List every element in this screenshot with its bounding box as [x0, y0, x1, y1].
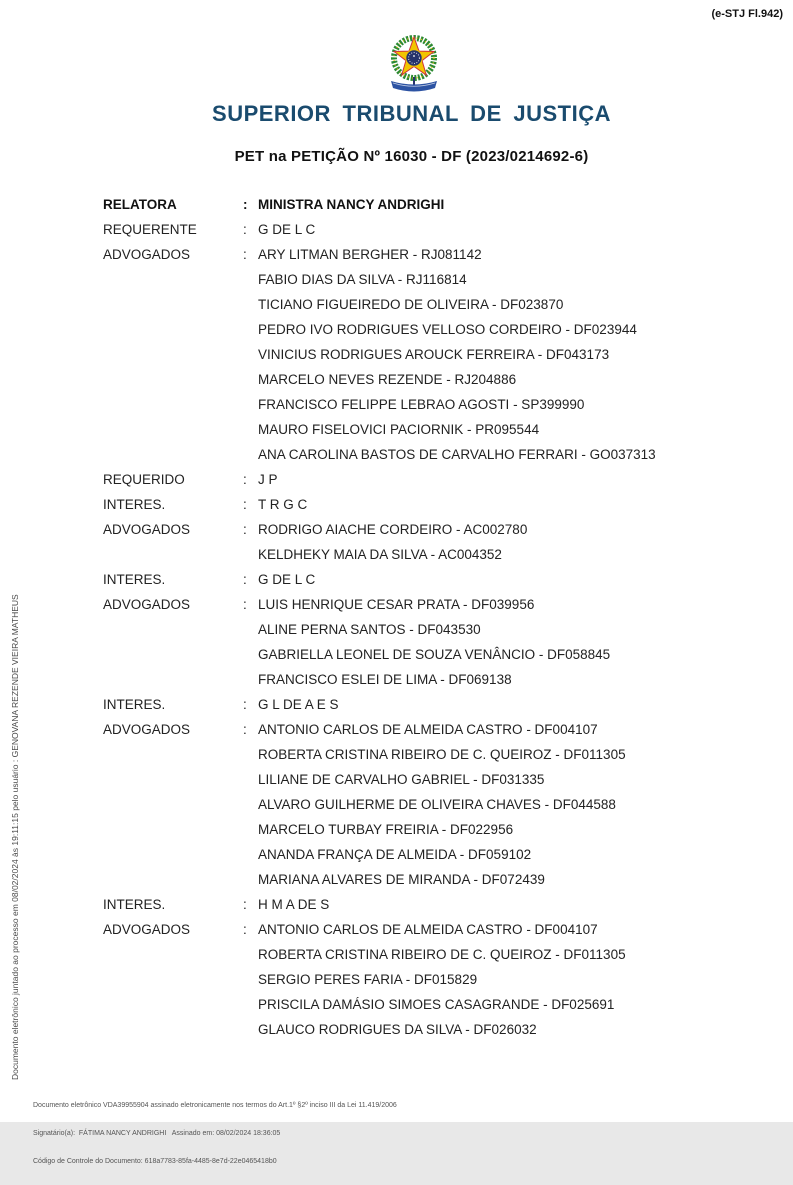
party-row: [103, 717, 763, 742]
party-row: [103, 1017, 763, 1042]
party-row: [103, 967, 763, 992]
party-row: [103, 792, 763, 817]
party-colon: [243, 267, 258, 292]
party-colon: [243, 742, 258, 767]
party-row: [103, 342, 763, 367]
party-colon: :: [243, 197, 248, 212]
party-row: [103, 442, 763, 467]
party-colon: [243, 992, 258, 1017]
party-colon: [243, 292, 258, 317]
party-value: SERGIO PERES FARIA - DF015829: [258, 972, 478, 987]
court-title: SUPERIOR TRIBUNAL DE JUSTIÇA: [212, 101, 611, 126]
party-label: [103, 867, 243, 892]
footer-line-1: Documento eletrônico VDA39955904 assinado eletronicamente nos termos do Art.1º §2º inciso III da Lei 11.419/2006: [33, 1102, 397, 1110]
party-label: [103, 342, 243, 367]
party-row: [103, 842, 763, 867]
party-value: PRISCILA DAMÁSIO SIMOES CASAGRANDE - DF025691: [258, 997, 615, 1012]
signature-footer: [33, 1083, 773, 1185]
party-row: [103, 592, 763, 617]
party-row: [103, 517, 763, 542]
party-value: ALINE PERNA SANTOS - DF043530: [258, 622, 481, 637]
party-colon: :: [243, 922, 247, 937]
party-label: [103, 292, 243, 317]
party-colon: [243, 617, 258, 642]
party-row: [103, 542, 763, 567]
party-value: ARY LITMAN BERGHER - RJ081142: [258, 247, 482, 262]
party-colon: :: [243, 597, 247, 612]
party-value: G DE L C: [258, 572, 316, 587]
footer-line-2: Signatário(a): FÁTIMA NANCY ANDRIGHI Assinado em: 08/02/2024 18:36:05: [33, 1130, 281, 1138]
party-colon: :: [243, 247, 247, 262]
party-colon: :: [243, 522, 247, 537]
party-label: RELATORA: [103, 197, 177, 212]
party-value: J P: [258, 472, 278, 487]
party-label: [103, 317, 243, 342]
party-label: [103, 817, 243, 842]
party-label: [103, 792, 243, 817]
party-value: FRANCISCO FELIPPE LEBRAO AGOSTI - SP399990: [258, 397, 585, 412]
party-colon: [243, 667, 258, 692]
party-label: [103, 392, 243, 417]
party-value: LILIANE DE CARVALHO GABRIEL - DF031335: [258, 772, 545, 787]
party-colon: [243, 317, 258, 342]
party-colon: [243, 542, 258, 567]
party-label: [103, 617, 243, 642]
party-value: KELDHEKY MAIA DA SILVA - AC004352: [258, 547, 502, 562]
party-row: [103, 417, 763, 442]
party-colon: [243, 942, 258, 967]
party-label: [103, 267, 243, 292]
party-label: REQUERENTE: [103, 222, 197, 237]
party-colon: [243, 967, 258, 992]
party-label: ADVOGADOS: [103, 922, 191, 937]
party-row: [103, 917, 763, 942]
party-value: ALVARO GUILHERME DE OLIVEIRA CHAVES - DF044588: [258, 797, 616, 812]
party-colon: :: [243, 697, 247, 712]
party-row: [103, 642, 763, 667]
party-row: [103, 317, 763, 342]
party-label: [103, 992, 243, 1017]
party-colon: [243, 392, 258, 417]
party-value: ROBERTA CRISTINA RIBEIRO DE C. QUEIROZ - DF011305: [258, 747, 626, 762]
party-label: [103, 667, 243, 692]
party-row: [103, 392, 763, 417]
party-colon: [243, 442, 258, 467]
party-row: [103, 467, 763, 492]
party-row: [103, 742, 763, 767]
party-label: [103, 942, 243, 967]
case-number-header: PET na PETIÇÃO Nº 16030 - DF (2023/0214692-6): [234, 148, 589, 165]
party-row: [103, 217, 763, 242]
party-colon: [243, 342, 258, 367]
party-row: [103, 367, 763, 392]
party-value: T R G C: [258, 497, 308, 512]
party-label: INTERES.: [103, 497, 166, 512]
folio-number: (e-STJ Fl.942): [711, 8, 783, 20]
party-label: ADVOGADOS: [103, 522, 191, 537]
party-value: ANTONIO CARLOS DE ALMEIDA CASTRO - DF004107: [258, 722, 598, 737]
party-row: [103, 242, 763, 267]
party-row: [103, 767, 763, 792]
party-row: [103, 292, 763, 317]
party-value: TICIANO FIGUEIREDO DE OLIVEIRA - DF023870: [258, 297, 564, 312]
party-value: MARCELO TURBAY FREIRIA - DF022956: [258, 822, 514, 837]
party-label: [103, 1017, 243, 1042]
party-value: LUIS HENRIQUE CESAR PRATA - DF039956: [258, 597, 535, 612]
party-colon: :: [243, 472, 247, 487]
party-label: [103, 542, 243, 567]
party-row: [103, 942, 763, 967]
parties-list: [103, 192, 763, 1042]
party-colon: [243, 367, 258, 392]
party-value: FABIO DIAS DA SILVA - RJ116814: [258, 272, 467, 287]
party-value: H M A DE S: [258, 897, 330, 912]
party-label: [103, 767, 243, 792]
party-value: GLAUCO RODRIGUES DA SILVA - DF026032: [258, 1022, 537, 1037]
party-value: FRANCISCO ESLEI DE LIMA - DF069138: [258, 672, 512, 687]
party-value: ANA CAROLINA BASTOS DE CARVALHO FERRARI - GO037313: [258, 447, 656, 462]
party-row: [103, 667, 763, 692]
party-label: [103, 367, 243, 392]
party-value: ROBERTA CRISTINA RIBEIRO DE C. QUEIROZ - DF011305: [258, 947, 626, 962]
party-value: VINICIUS RODRIGUES AROUCK FERREIRA - DF043173: [258, 347, 610, 362]
party-value: MARIANA ALVARES DE MIRANDA - DF072439: [258, 872, 545, 887]
party-row: [103, 267, 763, 292]
party-row: [103, 867, 763, 892]
party-value: ANTONIO CARLOS DE ALMEIDA CASTRO - DF004107: [258, 922, 598, 937]
party-colon: :: [243, 222, 247, 237]
party-label: INTERES.: [103, 572, 166, 587]
party-label: ADVOGADOS: [103, 722, 191, 737]
party-colon: [243, 417, 258, 442]
party-value: ANANDA FRANÇA DE ALMEIDA - DF059102: [258, 847, 532, 862]
party-value: MINISTRA NANCY ANDRIGHI: [258, 197, 445, 212]
party-row: [103, 192, 763, 217]
party-colon: :: [243, 497, 247, 512]
party-label: [103, 967, 243, 992]
party-row: [103, 492, 763, 517]
footer-line-3: Código de Controle do Documento: 618a7783-85fa-4485-8e7d-22e0465418b0: [33, 1157, 277, 1165]
party-value: RODRIGO AIACHE CORDEIRO - AC002780: [258, 522, 528, 537]
party-row: [103, 817, 763, 842]
party-colon: [243, 867, 258, 892]
party-label: [103, 642, 243, 667]
party-value: PEDRO IVO RODRIGUES VELLOSO CORDEIRO - DF023944: [258, 322, 637, 337]
party-colon: [243, 767, 258, 792]
party-label: REQUERIDO: [103, 472, 185, 487]
party-row: [103, 692, 763, 717]
sidebar-filing-note: Documento eletrônico juntado ao processo em 08/02/2024 às 19:11:15 pelo usuário : GENOVANA REZENDE VIEIRA MATHEUS: [10, 594, 20, 1080]
party-value: G L DE A E S: [258, 697, 339, 712]
party-colon: :: [243, 572, 247, 587]
party-row: [103, 617, 763, 642]
party-value: MARCELO NEVES REZENDE - RJ204886: [258, 372, 517, 387]
party-colon: [243, 817, 258, 842]
party-colon: :: [243, 897, 247, 912]
party-colon: [243, 842, 258, 867]
party-row: [103, 892, 763, 917]
party-row: [103, 992, 763, 1017]
party-label: ADVOGADOS: [103, 597, 191, 612]
party-label: ADVOGADOS: [103, 247, 191, 262]
party-value: GABRIELLA LEONEL DE SOUZA VENÂNCIO - DF058845: [258, 647, 611, 662]
party-colon: [243, 642, 258, 667]
party-value: MAURO FISELOVICI PACIORNIK - PR095544: [258, 422, 540, 437]
party-value: G DE L C: [258, 222, 316, 237]
party-label: [103, 442, 243, 467]
party-row: [103, 567, 763, 592]
party-label: INTERES.: [103, 897, 166, 912]
party-colon: :: [243, 722, 247, 737]
party-colon: [243, 792, 258, 817]
party-label: INTERES.: [103, 697, 166, 712]
brazil-coat-of-arms-icon: [384, 32, 444, 96]
party-label: [103, 842, 243, 867]
party-label: [103, 742, 243, 767]
party-label: [103, 417, 243, 442]
party-colon: [243, 1017, 258, 1042]
